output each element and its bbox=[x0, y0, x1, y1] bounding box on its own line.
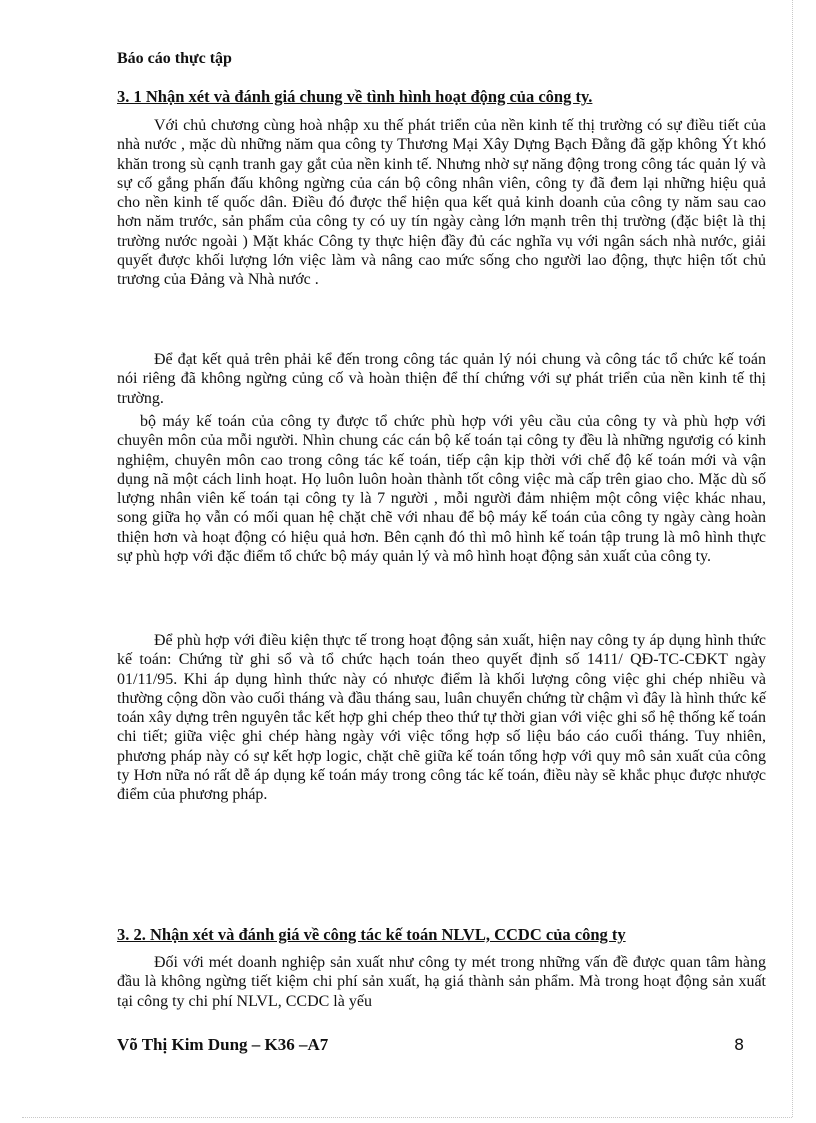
paragraph: Với chủ chương cùng hoà nhập xu thế phát triển của nền kinh tế thị trường có sự điều tiết của nhà nước , mặc dù những năm qua công ty Thương Mại Xây Dựng Bạch Đằng đã gặp không Ýt khó khăn trong sù cạnh tranh gay gắt của nền kinh tế. Nhưng nhờ sự năng động trong công tác quản lý và sự cố gắng phấn đấu không ngừng của cán bộ công nhân viên, công ty đã đem lại những hiệu quả cho nền kinh tế quốc dân. Điều đó được thể hiện qua kết quả kinh doanh của công ty năm sau cao hơn năm trước, sản phẩm của công ty có uy tín ngày càng lớn mạnh trên thị trường (đặc biệt là thị trường nước ngoài ) Mặt khác Công ty thực hiện đầy đủ các nghĩa vụ với ngân sách nhà nước, giải quyết được khối lượng lớn việc làm và nâng cao mức sống cho người lao động, thực hiện tốt chủ trương của Đảng và Nhà nước . bbox=[117, 117, 766, 289]
page-boundary-right bbox=[792, 0, 793, 1117]
section-heading-3-2: 3. 2. Nhận xét và đánh giá về công tác kế toán NLVL, CCDC của công ty bbox=[117, 925, 626, 944]
paragraph: Để đạt kết quả trên phải kể đến trong công tác quản lý nói chung và công tác tổ chức kế toán nói riêng đã không ngừng củng cố và hoàn thiện để thí chứng với sự phát triển của nền kinh tế thị trường. bbox=[117, 351, 766, 407]
paragraph: Để phù hợp với điều kiện thực tế trong hoạt động sản xuất, hiện nay công ty áp dụng hình thức kế toán: Chứng từ ghi sổ và tổ chức hạch toán theo quyết định số 1411/ QĐ-TC-CĐKT ngày 01/11/95. Khi áp dụng hình thức này có nhược điểm là khối lượng công việc ghi chép nhiều và thường cộng dồn vào cuối tháng và đầu tháng sau, luân chuyển chứng từ chậm vì đây là hình thức kế toán xây dựng trên nguyên tắc kết hợp ghi chép theo thứ tự thời gian với việc ghi sổ hệ thống kế toán chi tiết; giữa việc ghi chép hàng ngày với việc tổng hợp số liệu báo cáo cuối tháng. Tuy nhiên, phương pháp này có sự kết hợp logic, chặt chẽ giữa kế toán tổng hợp với quy mô sản xuất của công ty Hơn nữa nó rất dễ áp dụng kế toán máy trong công tác kế toán, điều này sẽ khắc phục được nhược điểm của phương pháp. bbox=[117, 632, 766, 804]
report-title: Báo cáo thực tập bbox=[117, 50, 232, 67]
paragraph: Đối với mét doanh nghiệp sản xuất như công ty mét trong những vấn đề được quan tâm hàng đầu là không ngừng tiết kiệm chi phí sản xuất, hạ giá thành sản phẩm. Mà trong hoạt động sản xuất tại công ty chi phí NLVL, CCDC là yếu bbox=[117, 954, 766, 1010]
paragraph: bộ máy kế toán của công ty được tổ chức phù hợp với yêu cầu của công ty và phù hợp với chuyên môn của mỗi người. Nhìn chung các cán bộ kế toán tại công ty đều là những ngươig có kinh nghiệm, chuyên môn cao trong công tác kế toán, tiếp cận kịp thời với chế độ kế toán mới và vận dụng nã một cách linh hoạt. Họ luôn luôn hoàn thành tốt công việc mà cấp trên giao cho. Mặc dù số lượng nhân viên kế toán tại công ty là 7 người , mỗi người đảm nhiệm một công việc khác nhau, song giữa họ vẫn có mối quan hệ chặt chẽ với nhau để bộ máy kế toán của công ty ngày càng hoàn thiện hơn và hoạt động có hiệu quả hơn. Bên cạnh đó thì mô hình kế toán tập trung là mô hình thực sự phù hợp với đặc điểm tổ chức bộ máy quản lý và mô hình hoạt động sản xuất của công ty. bbox=[117, 413, 766, 566]
page-boundary-bottom bbox=[22, 1117, 792, 1118]
section-heading-3-1: 3. 1 Nhận xét và đánh giá chung về tình hình hoạt động của công ty. bbox=[117, 87, 593, 106]
footer-author: Võ Thị Kim Dung – K36 –A7 bbox=[117, 1035, 329, 1054]
page-number: 8 bbox=[734, 1035, 745, 1054]
